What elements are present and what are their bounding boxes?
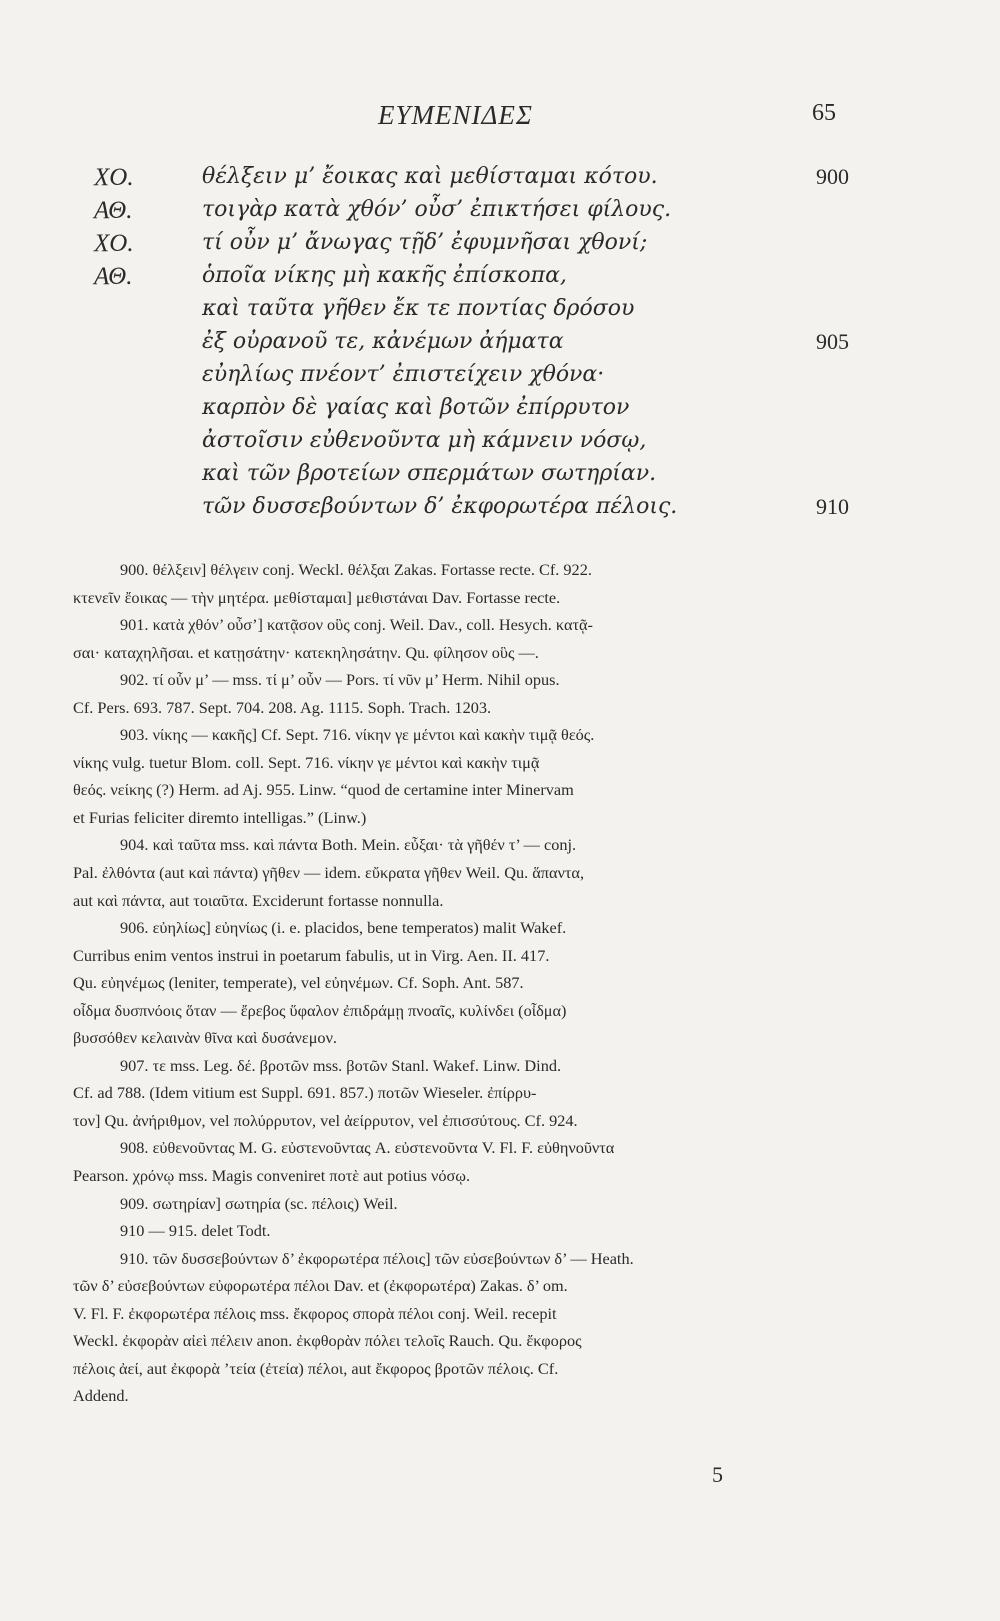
note-line: Pearson. χρόνῳ mss. Magis conveniret ποτὲ aut potius νόσῳ. [73, 1166, 471, 1186]
speaker-label: ΧΟ. [94, 230, 134, 257]
verse-line [0, 164, 1000, 197]
note-line: et Furias feliciter diremto intelligas.” (Linw.) [73, 807, 367, 827]
verse-line [0, 197, 1000, 230]
note-line: νίκης vulg. tuetur Blom. coll. Sept. 716. νίκην γε μέντοι καὶ κακὴν τιμᾷ [73, 752, 540, 772]
verse-text: καὶ τῶν βροτείων σπερμάτων σωτηρίαν. [202, 461, 657, 486]
note-line: 903. νίκης — κακῆς] Cf. Sept. 716. νίκην γε μέντοι καὶ κακὴν τιμᾷ θεός. [120, 725, 595, 745]
note-line: 908. εὐθενοῦντας M. G. εὐστενοῦντας A. εὐστενοῦντα V. Fl. F. εὐθηνοῦντα [120, 1138, 615, 1158]
running-title: ΕΥΜΕΝΙΔΕΣ [378, 100, 533, 130]
note-line: Cf. Pers. 693. 787. Sept. 704. 208. Ag. 1115. Soph. Trach. 1203. [73, 697, 492, 717]
line-number: 910 [816, 494, 849, 519]
line-number: 900 [816, 164, 849, 189]
note-line: 909. σωτηρίαν] σωτηρία (sc. πέλοις) Weil. [120, 1193, 398, 1213]
verse-line [0, 461, 1000, 494]
note-line: τον] Qu. ἀνήριθμον, vel πολύρρυτον, vel ἀείρρυτον, vel ἐπισσύτους. Cf. 924. [73, 1110, 578, 1130]
note-line: Addend. [73, 1386, 129, 1406]
verse-text: τί οὖν μ’ ἄνωγας τῇδ’ ἐφυμνῆσαι χθονί; [202, 230, 648, 255]
note-line: Pal. ἐλθόντα (aut καὶ πάντα) γῆθεν — idem. εὔκρατα γῆθεν Weil. Qu. ἅπαντα, [73, 863, 585, 883]
verse-line [0, 230, 1000, 263]
speaker-label: ΧΟ. [94, 164, 134, 191]
verse-text: ὁποῖα νίκης μὴ κακῆς ἐπίσκοπα, [202, 263, 567, 288]
note-line: τῶν δ’ εὐσεβούντων εὐφορωτέρα πέλοι Dav. et (ἐκφορωτέρα) Zakas. δ’ om. [73, 1276, 568, 1296]
note-line: V. Fl. F. ἐκφορωτέρα πέλοις mss. ἔκφορος σπορὰ πέλοι conj. Weil. recepit [73, 1303, 557, 1323]
note-line: Weckl. ἐκφορὰν αἰεὶ πέλειν anon. ἐκφθορὰν πόλει τελοῖς Rauch. Qu. ἔκφορος [73, 1331, 582, 1351]
speaker-label: ΑΘ. [94, 197, 133, 224]
note-line: Curribus enim ventos instrui in poetarum fabulis, ut in Virg. Aen. II. 417. [73, 945, 550, 965]
verse-block [0, 164, 1000, 527]
verse-text: ἀστοῖσιν εὐθενοῦντα μὴ κάμνειν νόσῳ, [202, 428, 647, 453]
note-line: 907. τε mss. Leg. δέ. βροτῶν mss. βοτῶν Stanl. Wakef. Linw. Dind. [120, 1055, 562, 1075]
verse-text: καὶ ταῦτα γῆθεν ἔκ τε ποντίας δρόσου [202, 296, 635, 321]
verse-line [0, 428, 1000, 461]
verse-text: εὐηλίως πνέοντ’ ἐπιστείχειν χθόνα· [202, 362, 605, 387]
note-line: σαι· καταχηλῆσαι. et κατῃσάτην· κατεκηλησάτην. Qu. φίλησον οὓς —. [73, 642, 539, 662]
speaker-label: ΑΘ. [94, 263, 133, 290]
verse-text: τῶν δυσσεβούντων δ’ ἐκφορωτέρα πέλοις. [202, 494, 678, 519]
note-line: 906. εὐηλίως] εὐηνίως (i. e. placidos, bene temperatos) malit Wakef. [120, 918, 567, 938]
note-line: 910 — 915. delet Todt. [120, 1221, 271, 1241]
verse-line [0, 329, 1000, 362]
verse-text: τοιγὰρ κατὰ χθόν’ οὖσ’ ἐπικτήσει φίλους. [202, 197, 672, 222]
note-line: 901. κατὰ χθόν’ οὖσ’] κατᾷσον οὓς conj. Weil. Dav., coll. Hesych. κατᾷ- [120, 615, 593, 635]
line-number: 905 [816, 329, 849, 354]
note-line: Qu. εὐηνέμως (leniter, temperate), vel εὐηνέμων. Cf. Soph. Ant. 587. [73, 973, 524, 993]
note-line: βυσσόθεν κελαινὰν θῖνα καὶ δυσάνεμον. [73, 1028, 337, 1048]
verse-text: ἐξ οὐρανοῦ τε, κἀνέμων ἀήματα [202, 329, 564, 354]
critical-apparatus [73, 556, 863, 1410]
note-line: Cf. ad 788. (Idem vitium est Suppl. 691. 857.) ποτῶν Wieseler. ἐπίρρυ- [73, 1083, 537, 1103]
page-number: 65 [812, 100, 836, 126]
verse-line [0, 263, 1000, 296]
note-line: 904. καὶ ταῦτα mss. καὶ πάντα Both. Mein. εὖξαι· τὰ γῆθέν τ’ — conj. [120, 835, 577, 855]
note-line: κτενεῖν ἔοικας — τὴν μητέρα. μεθίσταμαι] μεθιστάναι Dav. Fortasse recte. [73, 587, 561, 607]
running-header [0, 100, 1000, 140]
verse-text: θέλξειν μ’ ἔοικας καὶ μεθίσταμαι κότου. [202, 164, 658, 189]
signature-mark: 5 [712, 1462, 723, 1487]
verse-line [0, 296, 1000, 329]
note-line: 900. θέλξειν] θέλγειν conj. Weckl. θέλξαι Zakas. Fortasse recte. Cf. 922. [120, 560, 592, 579]
note-line: 910. τῶν δυσσεβούντων δ’ ἐκφορωτέρα πέλοις] τῶν εὐσεβούντων δ’ — Heath. [120, 1248, 634, 1268]
verse-text: καρπὸν δὲ γαίας καὶ βοτῶν ἐπίρρυτον [202, 395, 630, 420]
verse-line [0, 494, 1000, 527]
verse-line [0, 362, 1000, 395]
note-line: θεός. νείκης (?) Herm. ad Aj. 955. Linw. “quod de certamine inter Minervam [73, 780, 574, 800]
note-line: πέλοις ἀεί, aut ἐκφορὰ ’τεία (ἐτεία) πέλοι, aut ἔκφορος βροτῶν πέλοις. Cf. [73, 1358, 559, 1378]
note-line: aut καὶ πάντα, aut τοιαῦτα. Exciderunt fortasse nonnulla. [73, 890, 444, 910]
note-line: 902. τί οὖν μ’ — mss. τί μ’ οὖν — Pors. τί νῦν μ’ Herm. Nihil opus. [120, 670, 560, 690]
note-line: οἶδμα δυσπνόοις ὅταν — ἔρεβος ὕφαλον ἐπιδράμῃ πνοαῖς, κυλίνδει (οἶδμα) [73, 1000, 567, 1020]
verse-line [0, 395, 1000, 428]
